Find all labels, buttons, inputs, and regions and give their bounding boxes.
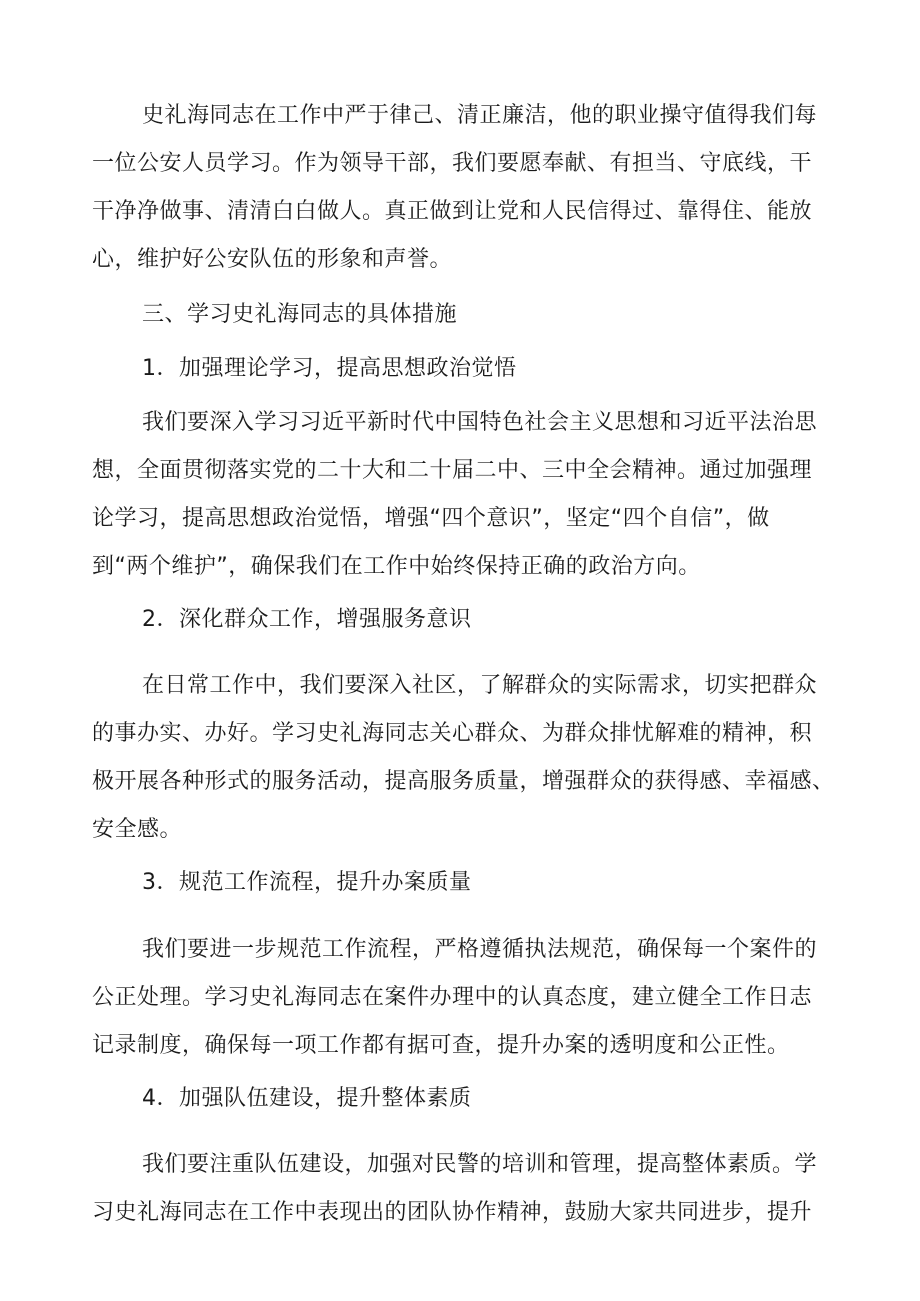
- item-heading: 3．规范工作流程，提升办案质量: [142, 870, 472, 895]
- item-heading: 2．深化群众工作，增强服务意识: [142, 607, 472, 632]
- paragraph-line: 到“两个维护”，确保我们在工作中始终保持正确的政治方向。: [92, 554, 701, 579]
- paragraph-line: 习史礼海同志在工作中表现出的团队协作精神，鼓励大家共同进步，提升: [92, 1200, 813, 1225]
- paragraph-line: 心，维护好公安队伍的形象和声誉。: [92, 247, 453, 272]
- paragraph-line: 想，全面贯彻落实党的二十大和二十届二中、三中全会精神。通过加强理: [92, 458, 813, 483]
- paragraph-line: 史礼海同志在工作中严于律己、清正廉洁，他的职业操守值得我们每: [142, 103, 818, 128]
- item-heading: 1．加强理论学习，提高思想政治觉悟: [142, 356, 517, 381]
- paragraph-line: 一位公安人员学习。作为领导干部，我们要愿奉献、有担当、守底线，干: [92, 151, 813, 176]
- paragraph-line: 我们要深入学习习近平新时代中国特色社会主义思想和习近平法治思: [142, 410, 818, 435]
- paragraph-line: 干净净做事、清清白白做人。真正做到让党和人民信得过、靠得住、能放: [92, 199, 813, 224]
- paragraph-line: 我们要注重队伍建设，加强对民警的培训和管理，提高整体素质。学: [142, 1152, 818, 1177]
- paragraph-line: 论学习，提高思想政治觉悟，增强“四个意识”，坚定“四个自信”，做: [92, 506, 770, 531]
- paragraph-line: 的事办实、办好。学习史礼海同志关心群众、为群众排忧解难的精神，积: [92, 721, 813, 746]
- paragraph-line: 记录制度，确保每一项工作都有据可查，提升办案的透明度和公正性。: [92, 1033, 790, 1058]
- item-heading: 4．加强队伍建设，提升整体素质: [142, 1086, 472, 1111]
- section-title: 三、学习史礼海同志的具体措施: [142, 302, 458, 327]
- paragraph-line: 我们要进一步规范工作流程，严格遵循执法规范，确保每一个案件的: [142, 937, 818, 962]
- paragraph-line: 安全感。: [92, 817, 183, 842]
- paragraph-line: 极开展各种形式的服务活动，提高服务质量，增强群众的获得感、幸福感、: [92, 769, 835, 794]
- paragraph-line: 在日常工作中，我们要深入社区，了解群众的实际需求，切实把群众: [142, 673, 818, 698]
- paragraph-line: 公正处理。学习史礼海同志在案件办理中的认真态度，建立健全工作日志: [92, 985, 813, 1010]
